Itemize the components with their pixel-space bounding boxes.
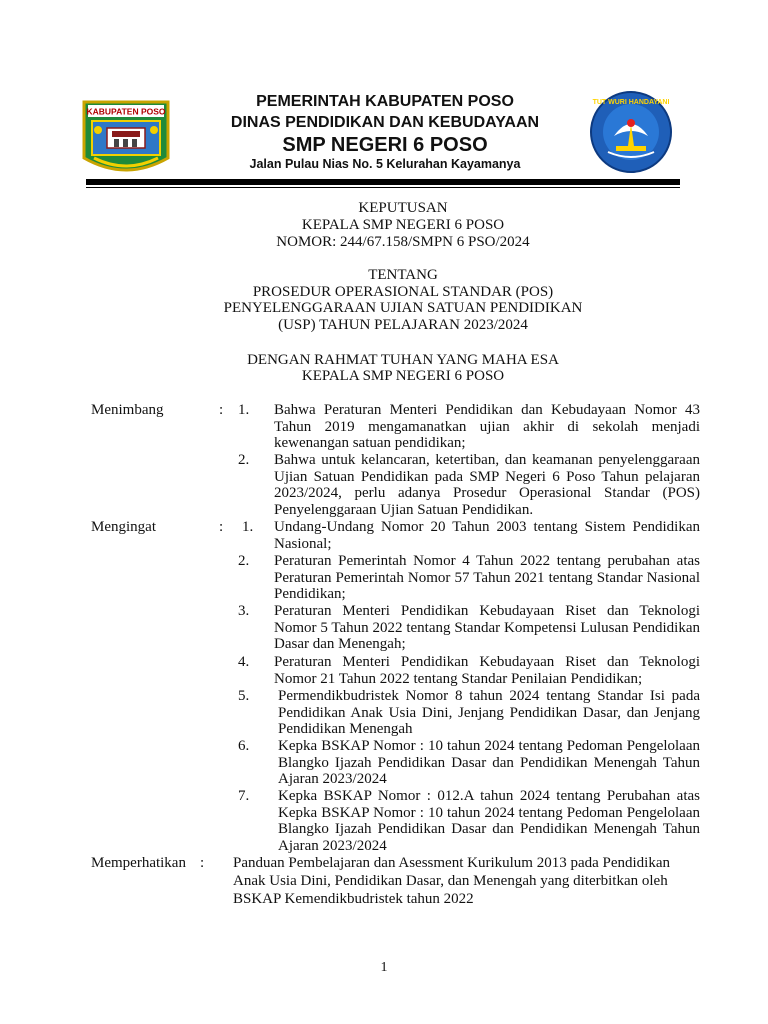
memperhatikan-text-line-3: BSKAP Kemendikbudristek tahun 2022 [233,891,474,907]
title-kepala-2: KEPALA SMP NEGERI 6 POSO [301,368,505,384]
memperhatikan-colon: : [200,855,205,871]
header-school-name: SMP NEGERI 6 POSO [282,134,488,156]
mengingat-label: Mengingat [91,519,156,535]
mengingat-item-text: Peraturan Menteri Pendidikan Kebudayaan Riset dan Teknologi Nomor 5 Tahun 2022 tentang Standar Kompetensi Lulusan Pendidikan Dasar dan Menengah; [274,603,700,653]
header-government: PEMERINTAH KABUPATEN POSO [256,93,514,110]
menimbang-item-number: 1. [238,402,250,418]
mengingat-item-text: Peraturan Menteri Pendidikan Kebudayaan Riset dan Teknologi Nomor 21 Tahun 2022 tentang Standar Penilaian Pendidikan; [274,654,700,687]
title-rahmat: DENGAN RAHMAT TUHAN YANG MAHA ESA [247,352,559,368]
mengingat-item-text: Kepka BSKAP Nomor : 012.A tahun 2024 tentang Perubahan atas Kepka BSKAP Nomor : 10 tahun 2024 tentang Pedoman Pengelolaan Blangko Ijazah Pendidikan Dasar dan Pendidikan Menengah Tahun Ajaran 2023/2024 [278,788,700,854]
title-keputusan: KEPUTUSAN [358,200,448,216]
left-logo-text: KABUPATEN POSO [86,106,166,117]
tut-wuri-handayani-logo [584,90,678,174]
mengingat-item-number: 3. [238,603,250,619]
page-number: 1 [380,960,388,975]
header-divider-thick [86,179,680,185]
header-divider-thin [86,187,680,188]
mengingat-item-number: 7. [238,788,250,804]
mengingat-item-text: Kepka BSKAP Nomor : 10 tahun 2024 tentang Pedoman Pengelolaan Blangko Ijazah Pendidikan Dasar dan Pendidikan Menengah Tahun Ajaran 2023/2024 [278,738,700,788]
mengingat-item-number: 6. [238,738,250,754]
menimbang-item-text: Bahwa untuk kelancaran, ketertiban, dan keamanan penyelenggaraan Ujian Satuan Pendidikan pada SMP Negeri 6 Poso Tahun pelajaran 2023/2024, perlu adanya Prosedur Operasional Standar (POS) Penyelenggaraan Ujian Satuan Pendidikan. [274,452,700,518]
title-pos: PROSEDUR OPERASIONAL STANDAR (POS) [252,284,554,300]
title-usp: (USP) TAHUN PELAJARAN 2023/2024 [278,317,528,333]
menimbang-colon: : [219,402,224,418]
mengingat-item-text: Permendikbudristek Nomor 8 tahun 2024 tentang Standar Isi pada Pendidikan Anak Usia Dini, Jenjang Pendidikan Dasar, dan Jenjang Pendidikan Menengah [278,688,700,738]
right-logo-text: TUT WURI HANDAYANI [592,99,670,106]
title-penyelenggaraan: PENYELENGGARAAN UJIAN SATUAN PENDIDIKAN [223,300,583,316]
menimbang-item-number: 2. [238,452,250,468]
mengingat-colon: : [219,519,224,535]
menimbang-label: Menimbang [91,402,164,418]
mengingat-item-number: 4. [238,654,250,670]
memperhatikan-label: Memperhatikan [91,855,186,871]
mengingat-item-number: 2. [238,553,250,569]
header-department: DINAS PENDIDIKAN DAN KEBUDAYAAN [230,114,540,131]
title-kepala: KEPALA SMP NEGERI 6 POSO [301,217,505,233]
memperhatikan-text-line-2: Anak Usia Dini, Pendidikan Dasar, dan Menengah yang diterbitkan oleh [233,873,668,889]
mengingat-item-number: 5. [238,688,250,704]
header-address: Jalan Pulau Nias No. 5 Kelurahan Kayamanya [249,157,521,171]
mengingat-item-text: Peraturan Pemerintah Nomor 4 Tahun 2022 tentang perubahan atas Peraturan Pemerintah Nomor 57 Tahun 2021 tentang Standar Nasional Pendidikan; [274,553,700,603]
title-tentang: TENTANG [368,267,438,283]
kabupaten-poso-logo [82,100,170,178]
mengingat-item-number: 1. [242,519,254,535]
mengingat-item-text: Undang-Undang Nomor 20 Tahun 2003 tentang Sistem Pendidikan Nasional; [274,519,700,552]
memperhatikan-text-line-1: Panduan Pembelajaran dan Asessment Kurikulum 2013 pada Pendidikan [233,855,670,871]
menimbang-item-text: Bahwa Peraturan Menteri Pendidikan dan Kebudayaan Nomor 43 Tahun 2019 mengamanatkan ujian akhir di sekolah menjadi kewenangan satuan pendidikan; [274,402,700,452]
title-nomor: NOMOR: 244/67.158/SMPN 6 PSO/2024 [276,234,530,250]
